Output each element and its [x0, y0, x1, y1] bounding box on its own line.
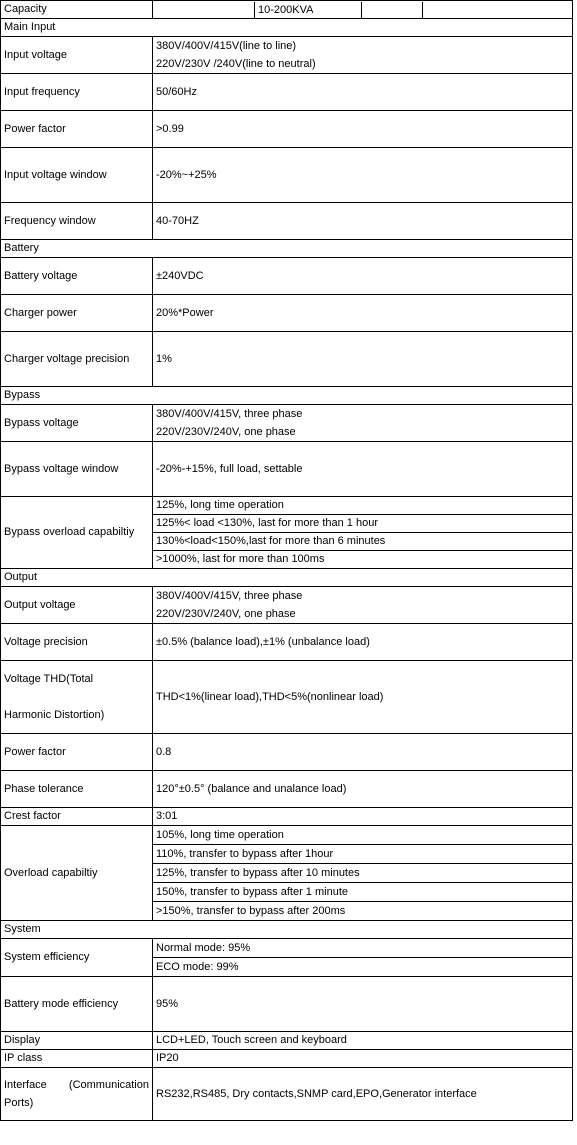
row-label: Output voltage — [1, 587, 153, 624]
section-title: Bypass — [1, 387, 573, 405]
overload-row — [1, 826, 573, 845]
row-value: -20%-+15%, full load, settable — [153, 442, 573, 497]
value-line: 220V/230V/240V, one phase — [156, 608, 296, 620]
display-row — [1, 1032, 573, 1050]
value-line: 380V/400V/415V, three phase — [156, 590, 303, 602]
input-voltage-row — [1, 37, 573, 74]
row-label: Input frequency — [1, 74, 153, 111]
row-value: 125%, transfer to bypass after 10 minutes — [153, 864, 573, 883]
value-line: 220V/230V /240V(line to neutral) — [156, 58, 316, 70]
row-value — [153, 37, 573, 74]
output-voltage-row — [1, 587, 573, 624]
capacity-row — [1, 1, 573, 19]
ip-class-row — [1, 1050, 573, 1068]
row-value: 20%*Power — [153, 295, 573, 332]
row-value: ECO mode: 99% — [153, 958, 573, 977]
row-label: Battery mode efficiency — [1, 977, 153, 1032]
row-value: 1% — [153, 332, 573, 387]
charger-voltage-precision-row — [1, 332, 573, 387]
row-label: Power factor — [1, 734, 153, 771]
system-efficiency-row — [1, 939, 573, 958]
row-value: 3:01 — [153, 808, 573, 826]
row-value: 125%< load <130%, last for more than 1 hour — [153, 515, 573, 533]
section-title: Output — [1, 569, 573, 587]
row-label: Phase tolerance — [1, 771, 153, 808]
capacity-label: Capacity — [1, 1, 153, 19]
section-system — [1, 921, 573, 939]
row-label: Bypass overload capabiltiy — [1, 497, 153, 569]
row-value: 120°±0.5° (balance and unalance load) — [153, 771, 573, 808]
section-title: Battery — [1, 240, 573, 258]
row-value: >150%, transfer to bypass after 200ms — [153, 902, 573, 921]
row-value: LCD+LED, Touch screen and keyboard — [153, 1032, 573, 1050]
row-value — [153, 587, 573, 624]
row-label: IP class — [1, 1050, 153, 1068]
battery-mode-efficiency-row — [1, 977, 573, 1032]
power-factor-row — [1, 111, 573, 148]
charger-power-row — [1, 295, 573, 332]
input-frequency-row — [1, 74, 573, 111]
battery-voltage-row — [1, 258, 573, 295]
value-line: 220V/230V/240V, one phase — [156, 426, 296, 438]
row-label: Crest factor — [1, 808, 153, 826]
row-value: 110%, transfer to bypass after 1hour — [153, 845, 573, 864]
value-line: 380V/400V/415V, three phase — [156, 408, 303, 420]
section-main-input — [1, 19, 573, 37]
section-battery — [1, 240, 573, 258]
section-bypass — [1, 387, 573, 405]
output-power-factor-row — [1, 734, 573, 771]
row-value: 150%, transfer to bypass after 1 minute — [153, 883, 573, 902]
row-label: Power factor — [1, 111, 153, 148]
row-label: System efficiency — [1, 939, 153, 977]
crest-factor-row — [1, 808, 573, 826]
section-output — [1, 569, 573, 587]
label-line: Voltage THD(Total — [4, 673, 94, 685]
row-label: Interface (Communication Ports) — [1, 1068, 153, 1121]
value-line: 380V/400V/415V(line to line) — [156, 40, 297, 52]
capacity-value-text: 10-200KVA — [255, 2, 362, 18]
section-title: System — [1, 921, 573, 939]
row-label: Display — [1, 1032, 153, 1050]
interface-row — [1, 1068, 573, 1121]
bypass-voltage-row — [1, 405, 573, 442]
row-value: >0.99 — [153, 111, 573, 148]
row-value: 95% — [153, 977, 573, 1032]
row-label: Frequency window — [1, 203, 153, 240]
label-line: Harmonic Distortion) — [4, 709, 105, 721]
row-value: Normal mode: 95% — [153, 939, 573, 958]
row-label: Battery voltage — [1, 258, 153, 295]
row-value: >1000%, last for more than 100ms — [153, 551, 573, 569]
phase-tolerance-row — [1, 771, 573, 808]
row-value: 40-70HZ — [153, 203, 573, 240]
row-label: Bypass voltage window — [1, 442, 153, 497]
row-value: 125%, long time operation — [153, 497, 573, 515]
row-value: 105%, long time operation — [153, 826, 573, 845]
row-label — [1, 661, 153, 734]
row-value: -20%~+25% — [153, 148, 573, 203]
row-value — [153, 405, 573, 442]
bypass-overload-row — [1, 497, 573, 515]
row-value: IP20 — [153, 1050, 573, 1068]
voltage-thd-row — [1, 661, 573, 734]
row-value: ±0.5% (balance load),±1% (unbalance load) — [153, 624, 573, 661]
row-label: Voltage precision — [1, 624, 153, 661]
row-value: 50/60Hz — [153, 74, 573, 111]
row-value: RS232,RS485, Dry contacts,SNMP card,EPO,Generator interface — [153, 1068, 573, 1121]
row-label: Bypass voltage — [1, 405, 153, 442]
row-label: Input voltage window — [1, 148, 153, 203]
bypass-voltage-window-row — [1, 442, 573, 497]
frequency-window-row — [1, 203, 573, 240]
row-value: 130%<load<150%,last for more than 6 minutes — [153, 533, 573, 551]
row-label: Charger voltage precision — [1, 332, 153, 387]
row-value: 0.8 — [153, 734, 573, 771]
row-value: THD<1%(linear load),THD<5%(nonlinear load) — [153, 661, 573, 734]
row-value: ±240VDC — [153, 258, 573, 295]
voltage-precision-row — [1, 624, 573, 661]
row-label: Overload capabiltiy — [1, 826, 153, 921]
row-label: Charger power — [1, 295, 153, 332]
section-title: Main Input — [1, 19, 573, 37]
row-label: Input voltage — [1, 37, 153, 74]
input-voltage-window-row — [1, 148, 573, 203]
capacity-value — [153, 1, 573, 19]
